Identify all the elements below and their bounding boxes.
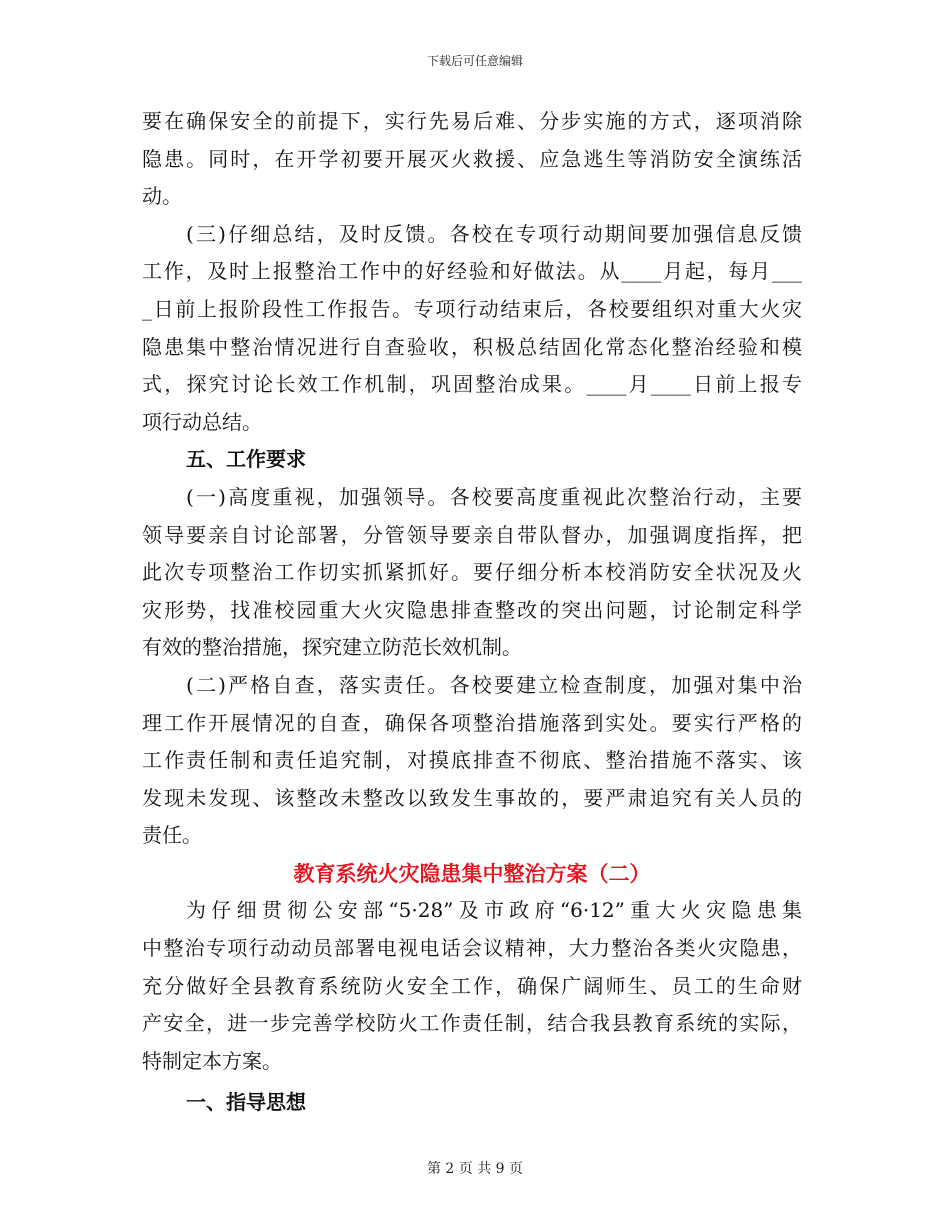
section-heading: 五、工作要求 — [186, 447, 306, 472]
page-number: 第 2 页 共 9 页 — [426, 1161, 524, 1177]
paragraph-first-line: 为仔细贯彻公安部“5·28”及市政府“6·12”重大火灾隐患集 — [186, 898, 802, 923]
body-line: 理工作开展情况的自查，确保各项整治措施落到实处。要实行严格的 — [142, 710, 802, 735]
body-line: 责任。 — [142, 823, 202, 848]
body-line: _日前上报阶段性工作报告。专项行动结束后，各校要组织对重大火灾 — [142, 296, 802, 321]
body-line: 工作责任制和责任追究制，对摸底排查不彻底、整治措施不落实、该 — [142, 748, 802, 773]
document-title: 教育系统火灾隐患集中整治方案（二） — [293, 860, 651, 886]
body-line: 灾形势，找准校园重大火灾隐患排查整改的突出问题，讨论制定科学 — [142, 597, 802, 622]
paragraph-first-line: (一)高度重视，加强领导。各校要高度重视此次整治行动，主要 — [186, 484, 802, 509]
body-line: 发现未发现、该整改未整改以致发生事故的，要严肃追究有关人员的 — [142, 785, 802, 810]
body-line: 有效的整治措施，探究建立防范长效机制。 — [142, 635, 522, 660]
body-line: 隐患集中整治情况进行自查验收，积极总结固化常态化整治经验和模 — [142, 334, 802, 359]
body-line: 式，探究讨论长效工作机制，巩固整治成果。____月____日前上报专 — [142, 372, 802, 397]
body-line: 动。 — [142, 184, 182, 209]
body-line: 工作，及时上报整治工作中的好经验和好做法。从____月起，每月___ — [142, 259, 802, 284]
paragraph-first-line: (三)仔细总结，及时反馈。各校在专项行动期间要加强信息反馈 — [186, 221, 802, 246]
header-note: 下载后可任意编辑 — [426, 54, 523, 68]
paragraph-first-line: (二)严格自查，落实责任。各校要建立检查制度，加强对集中治 — [186, 672, 802, 697]
body-line: 特制定本方案。 — [142, 1048, 282, 1073]
body-line: 产安全，进一步完善学校防火工作责任制，结合我县教育系统的实际， — [142, 1011, 802, 1036]
body-line: 充分做好全县教育系统防火安全工作，确保广阔师生、员工的生命财 — [142, 973, 802, 998]
section-heading: 一、指导思想 — [186, 1090, 306, 1115]
body-line: 中整治专项行动动员部署电视电话会议精神，大力整治各类火灾隐患， — [142, 936, 802, 961]
body-line: 项行动总结。 — [142, 409, 262, 434]
body-line: 隐患。同时，在开学初要开展灭火救援、应急逃生等消防安全演练活 — [142, 146, 802, 171]
body-line: 此次专项整治工作切实抓紧抓好。要仔细分析本校消防安全状况及火 — [142, 560, 802, 585]
body-line: 要在确保安全的前提下，实行先易后难、分步实施的方式，逐项消除 — [142, 109, 802, 133]
body-line: 领导要亲自讨论部署，分管领导要亲自带队督办，加强调度指挥，把 — [142, 522, 802, 547]
document-body — [142, 103, 802, 1122]
